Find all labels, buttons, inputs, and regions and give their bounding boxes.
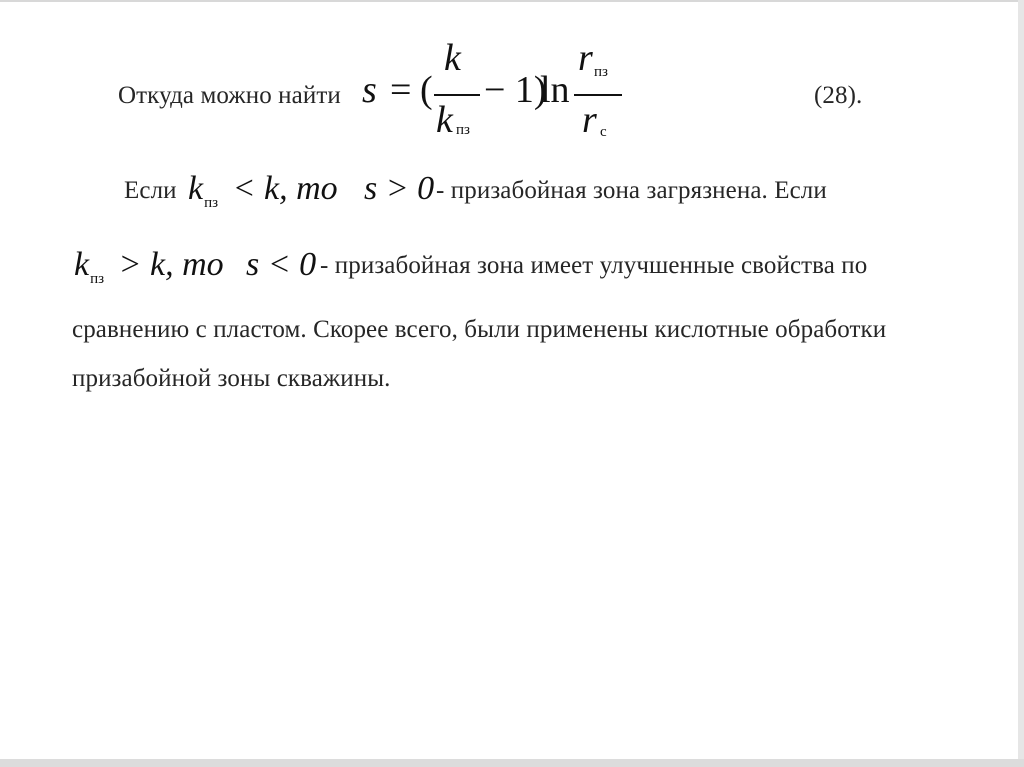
frac1-bar [434, 94, 480, 96]
cond2-result: s < 0 [246, 246, 317, 283]
formula-minus-one: − 1) [484, 69, 547, 111]
formula-open-paren: ( [420, 69, 433, 111]
formula-28 [360, 36, 630, 140]
slide-bottom-edge [0, 759, 1024, 767]
paragraph-line-4: призабойной зоны скважины. [72, 365, 391, 392]
slide-top-edge [0, 0, 1024, 2]
formula-equals: = [390, 69, 412, 111]
cond1-result: s > 0 [364, 170, 435, 207]
frac1-denominator-sub: пз [456, 122, 470, 138]
frac1-denominator: k [436, 99, 453, 141]
formula-lhs: s [362, 69, 377, 111]
cond2-k-sub: пз [90, 271, 105, 287]
paragraph-line-3: сравнению с пластом. Скорее всего, были применены кислотные обработки [72, 316, 887, 343]
cond1-k-sub: пз [204, 195, 219, 211]
cond1-k: k [188, 170, 204, 207]
cond1-math [188, 170, 338, 214]
cond2-relation: > k, то [118, 246, 224, 283]
frac1-numerator: k [444, 37, 461, 79]
frac2-denominator: r [582, 99, 597, 141]
slide-right-edge [1018, 0, 1024, 767]
formula-ln: ln [540, 69, 570, 111]
cond1-lead: Если [124, 177, 177, 204]
cond2-math [74, 246, 224, 290]
equation-number: (28). [814, 82, 863, 109]
intro-text: Откуда можно найти [118, 82, 341, 109]
frac2-numerator-sub: пз [594, 64, 608, 80]
frac2-numerator: r [578, 37, 593, 79]
cond1-relation: < k, то [232, 170, 338, 207]
frac2-denominator-sub: с [600, 124, 607, 140]
cond1-text: - призабойная зона загрязнена. Если [436, 177, 827, 204]
cond2-k: k [74, 246, 90, 283]
frac2-bar [574, 94, 622, 96]
cond2-text: - призабойная зона имеет улучшенные свойства по [320, 252, 868, 279]
